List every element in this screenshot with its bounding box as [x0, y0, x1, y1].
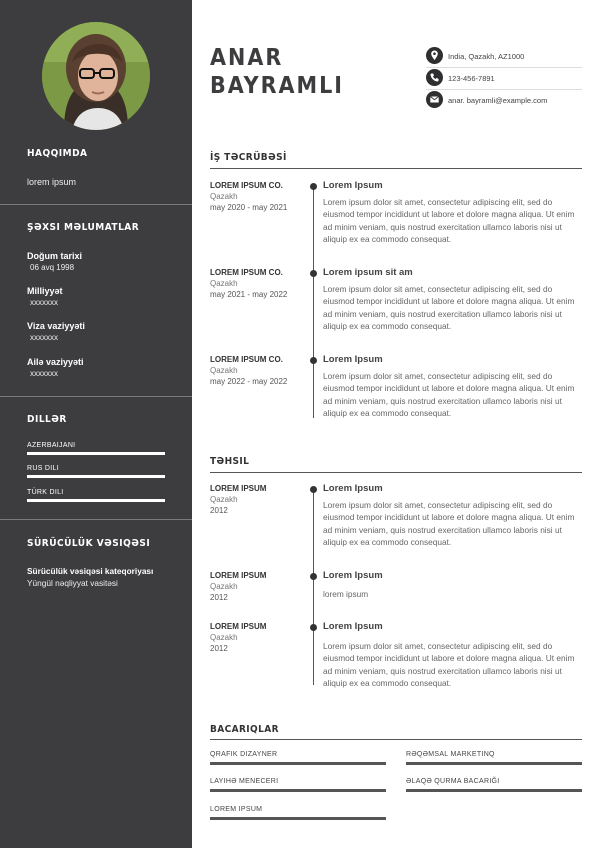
edu-dates: 2012 — [210, 506, 228, 515]
skill-level-bar — [210, 789, 386, 792]
contact-divider — [426, 67, 582, 68]
language-level-bar — [27, 475, 165, 478]
skill-level-bar — [210, 817, 386, 820]
language-label: RUS DILI — [27, 465, 59, 472]
timeline-dot — [310, 270, 317, 277]
timeline-line — [313, 489, 314, 685]
exp-dates: may 2020 - may 2021 — [210, 203, 288, 212]
exp-role: Lorem Ipsum — [323, 354, 383, 365]
about-title: HAQQIMDA — [27, 148, 88, 159]
edu-org: LOREM IPSUM — [210, 622, 267, 631]
contact-divider — [426, 89, 582, 90]
location-icon — [426, 47, 443, 64]
edu-role: Lorem Ipsum — [323, 621, 383, 632]
edu-city: Qazakh — [210, 582, 238, 591]
section-rule — [210, 472, 582, 473]
divider — [0, 204, 192, 205]
email-text[interactable]: anar. bayramli@example.com — [448, 96, 548, 105]
language-label: TÜRK DILI — [27, 489, 64, 496]
exp-desc: Lorem ipsum dolor sit amet, consectetur adipiscing elit, sed do eiusmod tempor incididunt ut labore et dolore magna aliqua. Ut enim ad minim veniam, quis nostrud exercitation ullamco laboris nisi ut aliquip ex ea commodo consequat. — [323, 284, 575, 332]
address-text: India, Qazakh, AZ1000 — [448, 52, 525, 61]
skill-label: LAYIHƏ MENECERI — [210, 778, 279, 785]
personal-value: xxxxxxx — [30, 298, 58, 307]
timeline-dot — [310, 357, 317, 364]
timeline-dot — [310, 573, 317, 580]
personal-label: Viza vaziyyəti — [27, 321, 85, 331]
license-title: SÜRÜCÜLÜK VƏSIQƏSI — [27, 538, 151, 549]
personal-label: Doğum tarixi — [27, 251, 83, 261]
personal-value: 06 avq 1998 — [30, 263, 75, 272]
skill-level-bar — [406, 789, 582, 792]
edu-org: LOREM IPSUM — [210, 571, 267, 580]
section-rule — [210, 168, 582, 169]
last-name: BAYRAMLI — [210, 73, 344, 99]
divider — [0, 519, 192, 520]
timeline-dot — [310, 624, 317, 631]
edu-role: Lorem Ipsum — [323, 570, 383, 581]
phone-text[interactable]: 123-456-7891 — [448, 74, 495, 83]
skill-label: LOREM IPSUM — [210, 806, 263, 813]
exp-city: Qazakh — [210, 366, 238, 375]
email-icon — [426, 91, 443, 108]
personal-value: xxxxxxx — [30, 369, 58, 378]
edu-dates: 2012 — [210, 644, 228, 653]
edu-city: Qazakh — [210, 495, 238, 504]
personal-label: Ailə vaziyyəti — [27, 357, 84, 367]
profile-photo — [42, 22, 150, 130]
sidebar — [0, 0, 192, 848]
edu-city: Qazakh — [210, 633, 238, 642]
section-rule — [210, 739, 582, 740]
language-level-bar — [27, 499, 165, 502]
exp-org: LOREM IPSUM CO. — [210, 181, 283, 190]
phone-icon — [426, 69, 443, 86]
exp-role: Lorem Ipsum — [323, 180, 383, 191]
skill-level-bar — [210, 762, 386, 765]
exp-org: LOREM IPSUM CO. — [210, 268, 283, 277]
language-label: AZERBAIJANI — [27, 442, 76, 449]
experience-title: İŞ TƏCRÜBƏSİ — [210, 152, 287, 163]
license-value: Yüngül nəqliyyat vasitəsi — [27, 578, 118, 588]
skill-label: QRAFIK DIZAYNER — [210, 751, 278, 758]
divider — [0, 396, 192, 397]
education-title: TƏHSIL — [210, 456, 250, 467]
skill-label: ƏLAQƏ QURMA BACARIĞI — [406, 778, 500, 785]
edu-desc: Lorem ipsum dolor sit amet, consectetur adipiscing elit, sed do eiusmod tempor incididunt ut labore et dolore magna aliqua. Ut enim ad minim veniam, quis nostrud exercitation ullamco laboris nisi ut aliquip ex ea commodo consequat. — [323, 500, 575, 548]
edu-role: Lorem Ipsum — [323, 483, 383, 494]
exp-dates: may 2021 - may 2022 — [210, 290, 288, 299]
personal-value: xxxxxxx — [30, 333, 58, 342]
edu-desc: Lorem ipsum dolor sit amet, consectetur adipiscing elit, sed do eiusmod tempor incididunt ut labore et dolore magna aliqua. Ut enim ad minim veniam, quis nostrud exercitation ullamco laboris nisi ut aliquip ex ea commodo consequat. — [323, 641, 575, 689]
skill-label: RƏQƏMSAL MARKETINQ — [406, 751, 495, 758]
timeline-dot — [310, 183, 317, 190]
timeline-line — [313, 186, 314, 418]
exp-desc: Lorem ipsum dolor sit amet, consectetur adipiscing elit, sed do eiusmod tempor incididunt ut labore et dolore magna aliqua. Ut enim ad minim veniam, quis nostrud exercitation ullamco laboris nisi ut aliquip ex ea commodo consequat. — [323, 197, 575, 245]
license-label: Sürücülük vəsiqəsi kateqoriyası — [27, 566, 154, 576]
exp-dates: may 2022 - may 2022 — [210, 377, 288, 386]
timeline-dot — [310, 486, 317, 493]
edu-dates: 2012 — [210, 593, 228, 602]
exp-city: Qazakh — [210, 192, 238, 201]
about-text: lorem ipsum — [27, 177, 77, 187]
exp-role: Lorem ipsum sit am — [323, 267, 413, 278]
edu-desc: lorem ipsum — [323, 589, 369, 599]
first-name: ANAR — [210, 45, 284, 71]
exp-city: Qazakh — [210, 279, 238, 288]
edu-org: LOREM IPSUM — [210, 484, 267, 493]
language-level-bar — [27, 452, 165, 455]
exp-org: LOREM IPSUM CO. — [210, 355, 283, 364]
personal-label: Milliyyət — [27, 286, 63, 296]
exp-desc: Lorem ipsum dolor sit amet, consectetur adipiscing elit, sed do eiusmod tempor incididunt ut labore et dolore magna aliqua. Ut enim ad minim veniam, quis nostrud exercitation ullamco laboris nisi ut aliquip ex ea commodo consequat. — [323, 371, 575, 419]
skill-level-bar — [406, 762, 582, 765]
skills-title: BACARIQLAR — [210, 724, 279, 735]
personal-title: ŞƏXSI MƏLUMATLAR — [27, 222, 140, 233]
languages-title: DILLƏR — [27, 414, 67, 425]
